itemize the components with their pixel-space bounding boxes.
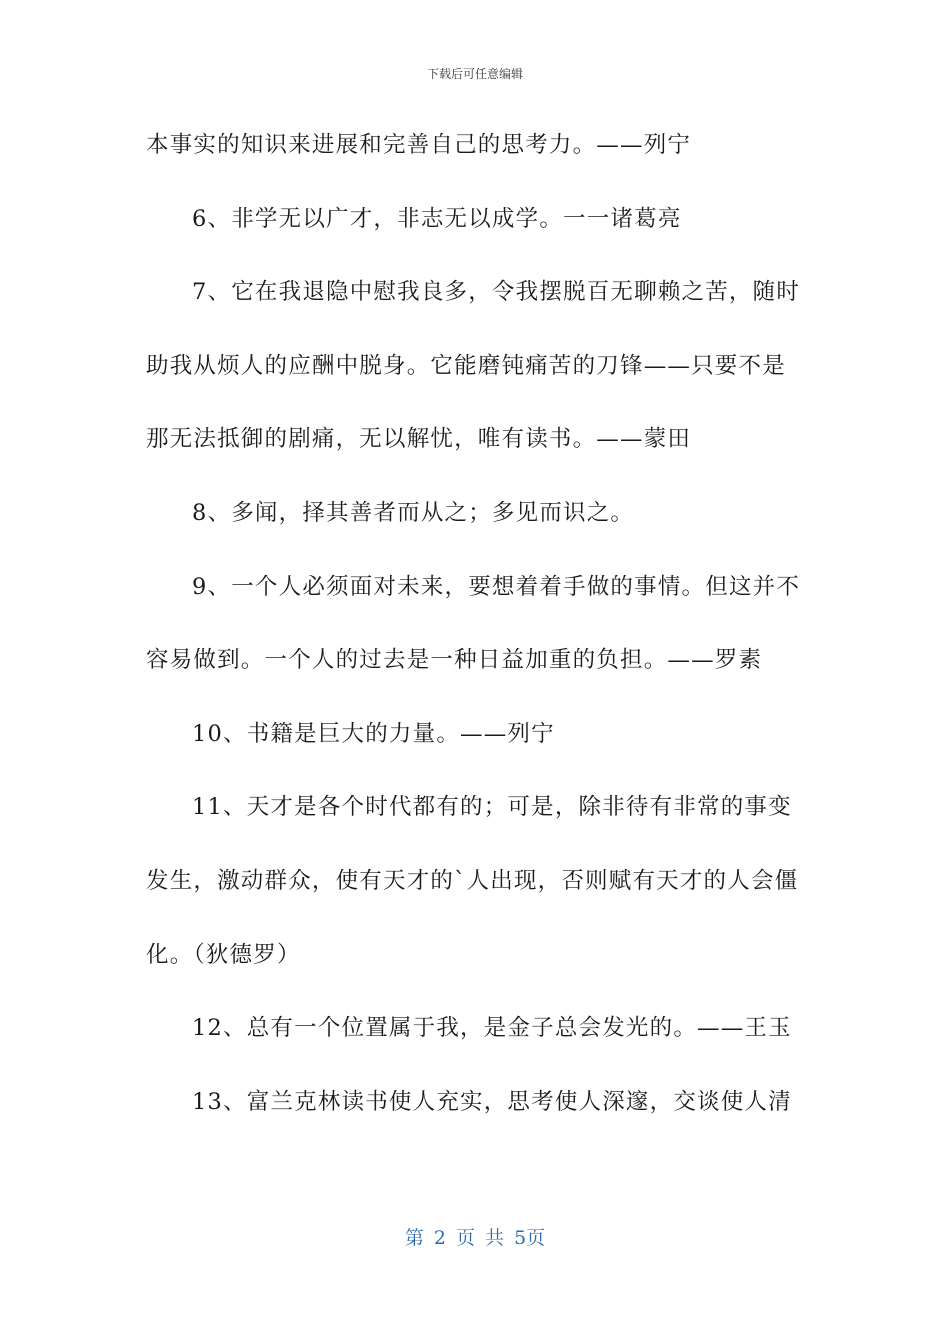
- text-line-14: 13、富兰克林读书使人充实，思考使人深邃，交谈使人清: [192, 1088, 792, 1115]
- text-line-1: 本事实的知识来进展和完善自己的思考力。——列宁: [146, 132, 692, 158]
- text-line-13: 12、总有一个位置属于我，是金子总会发光的。——王玉: [192, 1015, 792, 1042]
- text-line-7: 9、一个人必须面对未来，要想着着手做的事情。但这并不: [192, 573, 801, 600]
- document-body: [146, 120, 806, 1150]
- text-line-2: 6、非学无以广才，非志无以成学。一一诸葛亮: [192, 205, 682, 232]
- text-line-3: 7、它在我退隐中慰我良多，令我摆脱百无聊赖之苦，随时: [192, 279, 801, 306]
- text-line-11: 发生，激动群众，使有天才的`人出现，否则赋有天才的人会僵: [146, 867, 799, 894]
- text-line-8: 容易做到。一个人的过去是一种日益加重的负担。——罗素: [146, 647, 763, 674]
- text-line-4: 助我从烦人的应酬中脱身。它能磨钝痛苦的刀锋——只要不是: [146, 352, 786, 379]
- page-number-footer: 第 2 页 共 5页: [404, 1227, 546, 1249]
- text-line-5: 那无法抵御的剧痛，无以解忧，唯有读书。——蒙田: [146, 426, 692, 453]
- text-line-6: 8、多闻，择其善者而从之；多见而识之。: [192, 499, 635, 526]
- text-line-9: 10、书籍是巨大的力量。——列宁: [192, 720, 555, 747]
- text-line-12: 化。（狄德罗）: [146, 941, 301, 968]
- page-header: 下载后可任意编辑: [426, 67, 523, 81]
- text-line-10: 11、天才是各个时代都有的；可是，除非待有非常的事变: [192, 794, 792, 821]
